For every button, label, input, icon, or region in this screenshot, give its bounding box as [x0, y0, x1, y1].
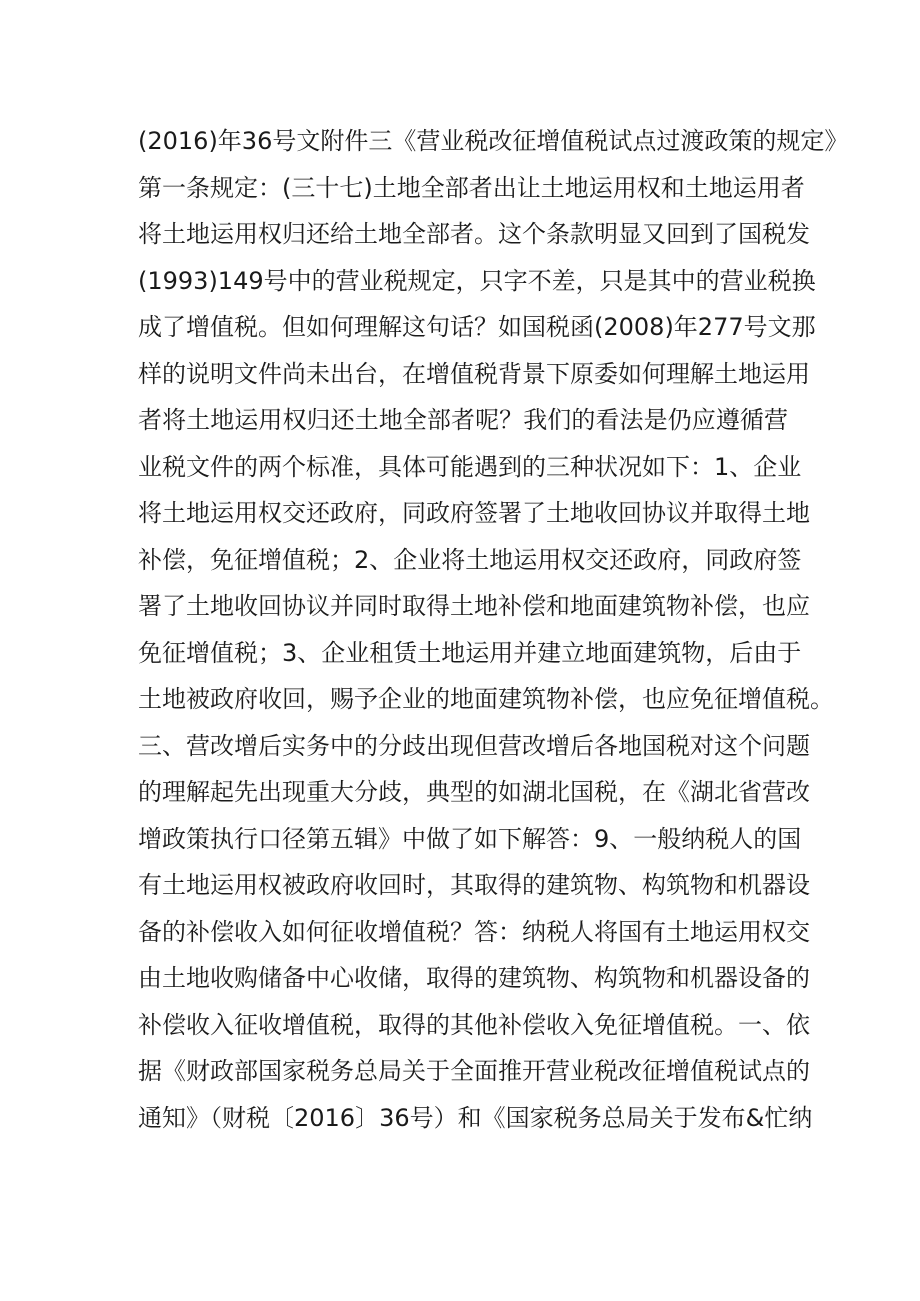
text-line-20: 补偿收入征收增值税，取得的其他补偿收入免征增值税。一、依 [138, 1010, 810, 1039]
text-line-22: 通知》（财税〔2016〕36号）和《国家税务总局关于发布&忙纳 [138, 1103, 813, 1132]
text-line-1: (2016)年36号文附件三《营业税改征增值税试点过渡政策的规定》 [138, 127, 849, 155]
text-line-19: 由土地收购储备中心收储，取得的建筑物、构筑物和机器设备的 [138, 964, 810, 992]
text-line-18: 备的补偿收入如何征收增值税？答：纳税人将国有土地运用权交 [138, 917, 810, 946]
text-line-11: 署了土地收回协议并同时取得土地补偿和地面建筑物补偿，也应 [138, 592, 810, 620]
text-line-4: (1993)149号中的营业税规定，只字不差，只是其中的营业税换 [138, 266, 816, 295]
text-line-10: 补偿，免征增值税；2、企业将土地运用权交还政府，同政府签 [138, 545, 802, 574]
text-line-21: 据《财政部国家税务总局关于全面推开营业税改征增值税试点的 [138, 1057, 810, 1085]
text-line-7: 者将土地运用权归还土地全部者呢？我们的看法是仍应遵循营 [138, 406, 788, 434]
text-line-2: 第一条规定：(三十七)土地全部者出让土地运用权和土地运用者 [138, 173, 805, 202]
text-line-17: 有土地运用权被政府收回时，其取得的建筑物、构筑物和机器设 [138, 871, 810, 899]
body-text [138, 118, 849, 1141]
text-line-13: 土地被政府收回，赐予企业的地面建筑物补偿，也应免征增值税。 [138, 685, 834, 713]
text-line-16: 增政策执行口径第五辑》中做了如下解答：9、一般纳税人的国 [138, 824, 802, 853]
text-line-8: 业税文件的两个标准，具体可能遇到的三种状况如下：1、企业 [138, 452, 802, 481]
text-line-3: 将土地运用权归还给土地全部者。这个条款明显又回到了国税发 [138, 220, 810, 248]
text-line-15: 的理解起先出现重大分歧，典型的如湖北国税，在《湖北省营改 [138, 778, 810, 806]
text-line-9: 将土地运用权交还政府，同政府签署了土地收回协议并取得土地 [138, 499, 810, 527]
text-line-12: 免征增值税；3、企业租赁土地运用并建立地面建筑物，后由于 [138, 638, 802, 667]
text-line-14: 三、营改增后实务中的分歧出现但营改增后各地国税对这个问题 [138, 731, 810, 760]
text-line-6: 样的说明文件尚未出台，在增值税背景下原委如何理解土地运用 [138, 359, 810, 388]
text-line-5: 成了增值税。但如何理解这句话？如国税函(2008)年277号文那 [138, 313, 816, 341]
